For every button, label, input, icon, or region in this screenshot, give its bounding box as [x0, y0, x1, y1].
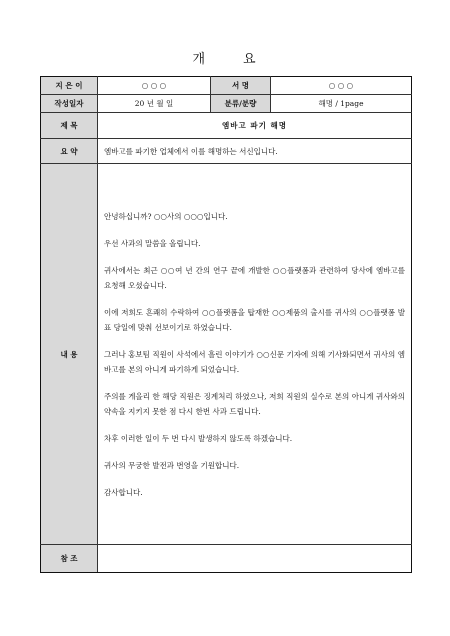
title-char-1: 개: [192, 52, 207, 67]
content-label: 내 용: [41, 164, 98, 545]
author-label: 지 은 이: [41, 77, 98, 95]
content-body: [98, 164, 412, 545]
reference-label: 참 조: [41, 545, 98, 573]
reference-row: [41, 545, 412, 573]
category-label: 분류/분량: [211, 95, 271, 113]
subject-label: 제 목: [41, 113, 98, 139]
summary-value: 엠바고를 파기한 업체에서 이를 해명하는 서신입니다.: [98, 139, 412, 164]
subject-value: 엠바고 파기 해명: [98, 113, 412, 139]
summary-label: 요 약: [41, 139, 98, 164]
summary-row: [41, 139, 412, 164]
category-value: 해명 / 1page: [271, 95, 412, 113]
content-paragraph: 그러나 홍보팀 직원이 사석에서 흘린 이야기가 ○○신문 기자에 의해 기사화되면서 귀사의 엠바고를 본의 아니게 파기하게 되었습니다.: [104, 349, 405, 374]
overview-form-table: [40, 76, 412, 573]
content-paragraph: 감사합니다.: [104, 487, 143, 497]
author-value: ○ ○ ○: [98, 77, 211, 95]
author-row: [41, 77, 412, 95]
content-paragraph: 이에 저희도 흔쾌히 수락하여 ○○플랫폼을 탑재한 ○○제품의 출시를 귀사의 ○○플랫폼 발표 당일에 맞춰 선보이기로 하였습니다.: [104, 307, 405, 332]
content-paragraph: 귀사에서는 최근 ○○여 년 간의 연구 끝에 개발한 ○○플랫폼과 관련하여 당사에 엠바고를 요청해 오셨습니다.: [104, 265, 405, 290]
date-value: 20 년 월 일: [98, 95, 211, 113]
title-char-2: 요: [243, 52, 258, 67]
subject-row: [41, 113, 412, 139]
content-paragraph: 귀사의 무궁한 발전과 번영을 기원합니다.: [104, 460, 240, 470]
document-title: [0, 48, 450, 67]
date-row: [41, 95, 412, 113]
content-paragraph: 안녕하십니까? ○○사의 ○○○입니다.: [104, 211, 228, 221]
reference-value: [98, 545, 412, 573]
content-paragraph: 주의를 게을리 한 해당 직원은 징계처리 하였으나, 저희 직원의 실수로 본의 아니게 귀사와의 약속을 지키지 못한 점 다시 한번 사과 드립니다.: [104, 391, 405, 416]
date-label: 작성일자: [41, 95, 98, 113]
signature-label: 서 명: [211, 77, 271, 95]
content-paragraph: 차후 이러한 일이 두 번 다시 발생하지 않도록 하겠습니다.: [104, 433, 293, 443]
signature-value: ○ ○ ○: [271, 77, 412, 95]
content-paragraph: 우선 사과의 말씀을 올립니다.: [104, 238, 201, 248]
content-row: [41, 164, 412, 545]
